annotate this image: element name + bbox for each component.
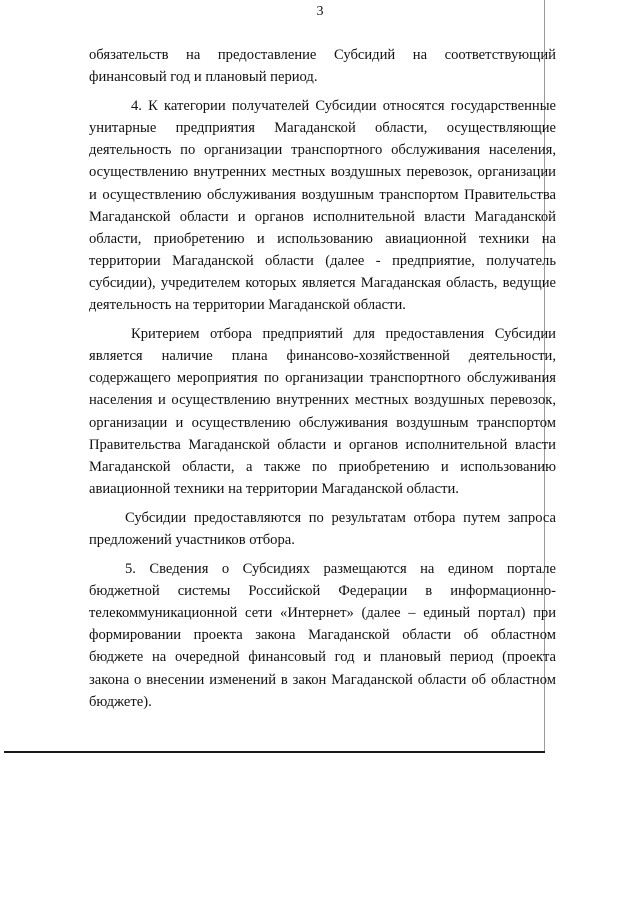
- paragraph-subsidy-selection: Субсидии предоставляются по результатам отбора путем запроса предложений участников отбора.: [89, 509, 556, 548]
- paragraph-item-5: 5. Сведения о Субсидиях размещаются на едином портале бюджетной системы Российской Федерации в информационно-телекоммуникационной сети «Интернет» (далее – единый портал) при формировании проекта закона Магаданской области об областном бюджете на очередной финансовый год и плановый период (проекта закона о внесении изменений в закон Магаданской области об областном бюджете).: [89, 561, 556, 710]
- document-body: [89, 44, 556, 713]
- paragraph-item-4: 4. К категории получателей Субсидии относятся государственные унитарные предприятия Магаданской области, осуществляющие деятельность по организации транспортного обслуживания населения, осуществлению внутренних местных воздушных перевозок, организации и осуществлению обслуживания воздушным транспортом Правительства Магаданской области и органов исполнительной власти Магаданской области, приобретению и использованию авиационной техники на территории Магаданской области (далее - предприятие, получатель субсидии), учредителем которых является Магаданская область, ведущие деятельность на территории Магаданской области.: [89, 98, 556, 314]
- paragraph-selection-criteria: Критерием отбора предприятий для предоставления Субсидии является наличие плана финансово-хозяйственной деятельности, содержащего мероприятия по организации транспортного обслуживания населения и осуществлению внутренних местных воздушных перевозок, организации и осуществлению обслуживания воздушным транспортом Правительства Магаданской области и органов исполнительной власти Магаданской области, а также по приобретению и использованию авиационной техники на территории Магаданской области.: [89, 326, 556, 497]
- scan-bottom-line: [4, 751, 545, 753]
- page-number: 3: [316, 4, 324, 19]
- paragraph-continuation: обязательств на предоставление Субсидий на соответствующий финансовый год и плановый период.: [89, 47, 556, 86]
